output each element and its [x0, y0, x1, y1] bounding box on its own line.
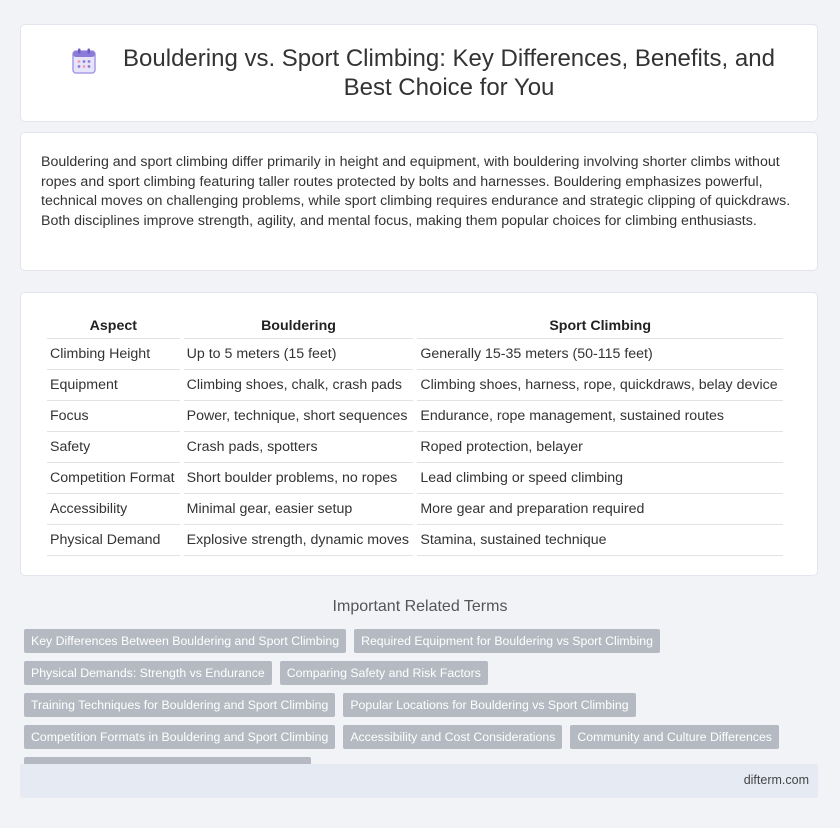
related-terms-heading: Important Related Terms	[332, 598, 508, 615]
table-row	[47, 525, 783, 556]
table-row	[47, 401, 783, 432]
table-row	[47, 370, 783, 401]
header-sport-climbing: Sport Climbing	[417, 313, 783, 339]
related-term-tag[interactable]: Training Techniques for Bouldering and Sport Climbing	[24, 693, 335, 717]
intro-paragraph: Bouldering and sport climbing differ primarily in height and equipment, with bouldering involving shorter climbs without ropes and sport climbing featuring taller routes protected by bolts and harnesses. Bouldering emphasizes powerful, technical moves on challenging problems, while sport climbing requires endurance and strategic clipping of quickdraws. Both disciplines improve strength, agility, and mental focus, making them popular choices for climbing enthusiasts.	[41, 154, 791, 229]
cell-bouldering: Up to 5 meters (15 feet)	[184, 339, 414, 370]
calendar-icon	[72, 48, 96, 74]
cell-sport-climbing: Lead climbing or speed climbing	[417, 463, 783, 494]
related-terms-list	[24, 629, 804, 781]
comparison-table-card	[20, 292, 818, 576]
cell-aspect: Physical Demand	[47, 525, 180, 556]
intro-card	[20, 132, 818, 271]
table-row	[47, 463, 783, 494]
cell-sport-climbing: Endurance, rope management, sustained routes	[417, 401, 783, 432]
header-bouldering: Bouldering	[184, 313, 414, 339]
comparison-table	[43, 313, 787, 556]
table-row	[47, 339, 783, 370]
related-term-tag[interactable]: Physical Demands: Strength vs Endurance	[24, 661, 272, 685]
cell-bouldering: Explosive strength, dynamic moves	[184, 525, 414, 556]
cell-aspect: Safety	[47, 432, 180, 463]
cell-sport-climbing: Generally 15-35 meters (50-115 feet)	[417, 339, 783, 370]
cell-bouldering: Minimal gear, easier setup	[184, 494, 414, 525]
cell-aspect: Competition Format	[47, 463, 180, 494]
cell-bouldering: Short boulder problems, no ropes	[184, 463, 414, 494]
cell-aspect: Accessibility	[47, 494, 180, 525]
cell-aspect: Focus	[47, 401, 180, 432]
related-term-tag[interactable]: Competition Formats in Bouldering and Sport Climbing	[24, 725, 335, 749]
cell-aspect: Climbing Height	[47, 339, 180, 370]
cell-sport-climbing: Stamina, sustained technique	[417, 525, 783, 556]
related-term-tag[interactable]: Community and Culture Differences	[570, 725, 779, 749]
title-card	[20, 24, 818, 122]
footer-site-link[interactable]: difterm.com	[743, 773, 809, 787]
page-title: Bouldering vs. Sport Climbing: Key Differences, Benefits, and Best Choice for You	[123, 45, 775, 101]
cell-bouldering: Climbing shoes, chalk, crash pads	[184, 370, 414, 401]
cell-sport-climbing: More gear and preparation required	[417, 494, 783, 525]
table-row	[47, 494, 783, 525]
cell-sport-climbing: Roped protection, belayer	[417, 432, 783, 463]
related-term-tag[interactable]: Accessibility and Cost Considerations	[343, 725, 562, 749]
cell-sport-climbing: Climbing shoes, harness, rope, quickdraws, belay device	[417, 370, 783, 401]
table-header-row	[47, 313, 783, 339]
footer	[20, 764, 818, 798]
cell-bouldering: Crash pads, spotters	[184, 432, 414, 463]
table-row	[47, 432, 783, 463]
related-term-tag[interactable]: Comparing Safety and Risk Factors	[280, 661, 488, 685]
cell-aspect: Equipment	[47, 370, 180, 401]
related-term-tag[interactable]: Key Differences Between Bouldering and Sport Climbing	[24, 629, 346, 653]
header-aspect: Aspect	[47, 313, 180, 339]
cell-bouldering: Power, technique, short sequences	[184, 401, 414, 432]
related-term-tag[interactable]: Popular Locations for Bouldering vs Sport Climbing	[343, 693, 635, 717]
related-term-tag[interactable]: Required Equipment for Bouldering vs Sport Climbing	[354, 629, 660, 653]
